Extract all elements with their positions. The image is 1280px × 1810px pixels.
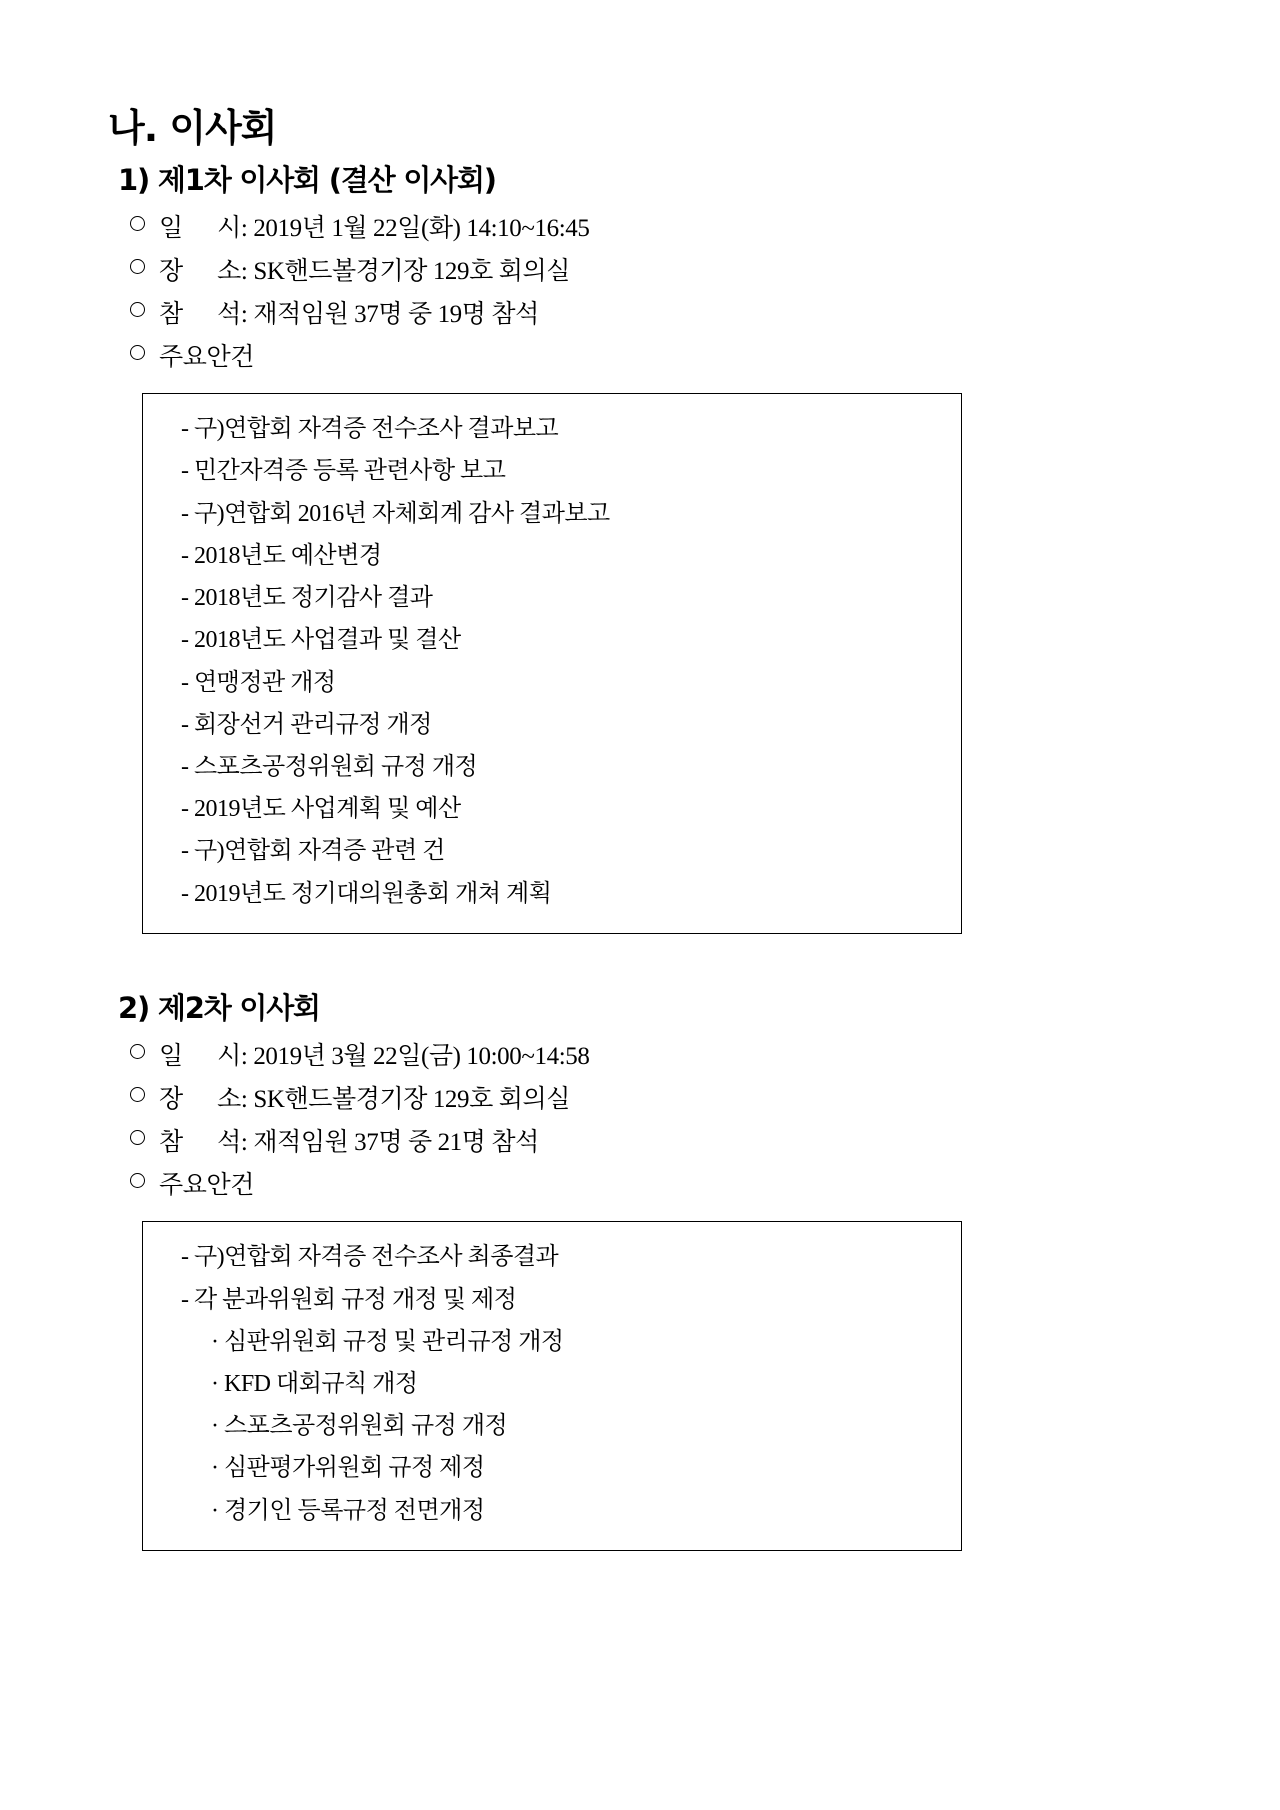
list-item — [130, 1078, 1108, 1121]
agenda-item: - 민간자격증 등록 관련사항 보고 — [181, 458, 506, 485]
list-item — [130, 1121, 1108, 1164]
agenda-item: - 구)연합회 자격증 관련 건 — [181, 838, 445, 865]
circle-bullet-icon — [130, 345, 145, 360]
document-content — [108, 108, 1108, 1551]
info-label-b: 시 — [217, 1043, 241, 1071]
agenda-item: - 회장선거 관리규정 개정 — [181, 711, 432, 738]
list-item — [130, 336, 1108, 379]
agenda-subitem: · 스포츠공정위원회 규정 개정 — [211, 1413, 508, 1440]
agenda-item: - 스포츠공정위원회 규정 개정 — [181, 754, 478, 781]
agenda-item: - 2019년도 사업계획 및 예산 — [181, 796, 461, 823]
meeting-1-agenda-box — [142, 393, 962, 934]
info-label-b: 석 — [217, 1129, 241, 1157]
circle-bullet-icon — [130, 1044, 145, 1059]
section-spacer — [108, 934, 1108, 992]
info-label-a: 참 — [159, 1129, 218, 1157]
info-label-b: 석 — [217, 301, 241, 329]
agenda-item: - 구)연합회 자격증 전수조사 결과보고 — [181, 416, 559, 443]
info-value: : 재적임원 37명 중 21명 참석 — [240, 1129, 539, 1157]
info-label-a: 일 — [159, 215, 218, 243]
agenda-item: - 2018년도 정기감사 결과 — [181, 585, 433, 612]
agenda-item: - 연맹정관 개정 — [181, 669, 336, 696]
info-label-b: 소 — [217, 1086, 241, 1114]
agenda-label: 주요안건 — [159, 344, 255, 372]
meeting-2-info-list — [108, 1035, 1108, 1207]
info-value: : SK핸드볼경기장 129호 회의실 — [240, 258, 570, 286]
info-label-b: 시 — [217, 215, 241, 243]
agenda-item: - 구)연합회 2016년 자체회계 감사 결과보고 — [181, 500, 610, 527]
info-label-a: 장 — [159, 1086, 218, 1114]
circle-bullet-icon — [130, 216, 145, 231]
meeting-2-agenda-box — [142, 1221, 962, 1551]
info-value: : 재적임원 37명 중 19명 참석 — [240, 301, 539, 329]
agenda-subitem: · 심판평가위원회 규정 제정 — [211, 1455, 485, 1482]
circle-bullet-icon — [130, 1173, 145, 1188]
agenda-item: - 2019년도 정기대의원총회 개쳐 계획 — [181, 880, 552, 907]
list-item — [130, 1035, 1108, 1078]
circle-bullet-icon — [130, 259, 145, 274]
agenda-item: - 각 분과위원회 규정 개정 및 제정 — [181, 1286, 517, 1313]
info-label-a: 참 — [159, 301, 218, 329]
info-label-a: 일 — [159, 1043, 218, 1071]
meeting-1-info-list — [108, 207, 1108, 379]
agenda-label: 주요안건 — [159, 1172, 255, 1200]
meeting-2-title: 2) 제2차 이사회 — [118, 990, 320, 1025]
agenda-subitem: · 경기인 등록규정 전면개정 — [211, 1497, 485, 1524]
circle-bullet-icon — [130, 1130, 145, 1145]
agenda-item: - 구)연합회 자격증 전수조사 최종결과 — [181, 1244, 559, 1271]
list-item — [130, 293, 1108, 336]
info-label-a: 장 — [159, 258, 218, 286]
list-item — [130, 207, 1108, 250]
agenda-item: - 2018년도 사업결과 및 결산 — [181, 627, 461, 654]
agenda-subitem: · 심판위원회 규정 및 관리규정 개정 — [211, 1328, 564, 1355]
info-label-b: 소 — [217, 258, 241, 286]
meeting-1-title: 1) 제1차 이사회 (결산 이사회) — [118, 162, 496, 197]
info-value: : SK핸드볼경기장 129호 회의실 — [240, 1086, 570, 1114]
circle-bullet-icon — [130, 302, 145, 317]
agenda-item: - 2018년도 예산변경 — [181, 542, 382, 569]
circle-bullet-icon — [130, 1087, 145, 1102]
list-item — [130, 1164, 1108, 1207]
list-item — [130, 250, 1108, 293]
page-title: 나. 이사회 — [108, 106, 277, 150]
info-value: : 2019년 3월 22일(금) 10:00~14:58 — [240, 1043, 590, 1071]
agenda-subitem: · KFD 대회규칙 개정 — [211, 1371, 418, 1397]
info-value: : 2019년 1월 22일(화) 14:10~16:45 — [240, 215, 590, 243]
